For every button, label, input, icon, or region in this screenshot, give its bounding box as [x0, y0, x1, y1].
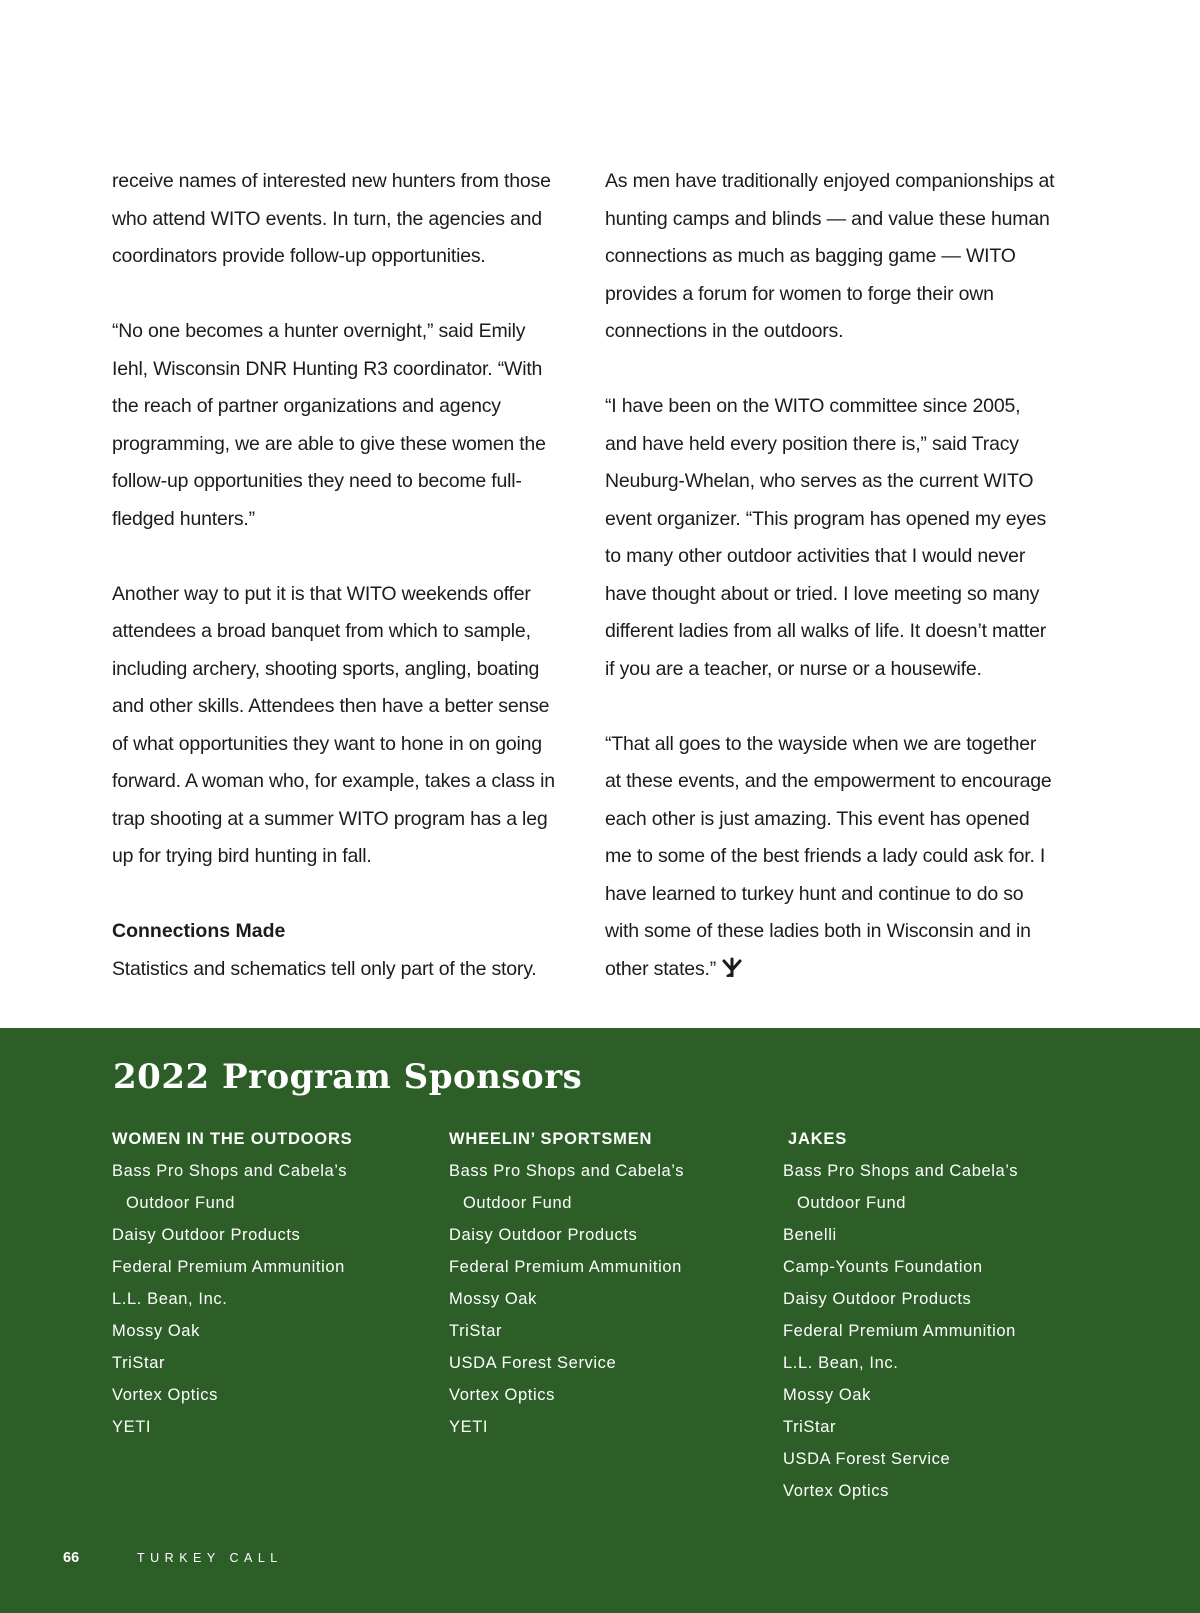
- sponsor-item: Mossy Oak: [112, 1322, 200, 1340]
- sponsor-list: [783, 1155, 1103, 1507]
- sponsor-item: TriStar: [449, 1322, 503, 1340]
- article-paragraph: Another way to put it is that WITO weekends offer attendees a broad banquet from which to sample, including archery, shooting sports, angling, boating and other skills. Attendees then have a better sense of what opportunities they want to hone in on going forward. A woman who, for example, takes a class in trap shooting at a summer WITO program has a leg up for trying bird hunting in fall.: [112, 582, 555, 867]
- sponsor-item: YETI: [112, 1418, 152, 1436]
- sponsor-item: Bass Pro Shops and Cabela’s: [112, 1162, 348, 1180]
- article-body: [0, 163, 1200, 1028]
- article-paragraph: “I have been on the WITO committee since 2005, and have held every position there is,” said Tracy Neuburg-Whelan, who serves as the current WITO event organizer. “This program has opened my eyes to many other outdoor activities that I would never have thought about or tried. I love meeting so many different ladies from all walks of life. It doesn’t matter if you are a teacher, or nurse or a housewife.: [605, 395, 1047, 680]
- article-column-right: [605, 163, 1055, 988]
- sponsor-item: Mossy Oak: [449, 1290, 537, 1308]
- sponsor-item: TriStar: [783, 1418, 837, 1436]
- turkey-track-icon: [722, 957, 742, 977]
- sponsor-item: USDA Forest Service: [783, 1450, 951, 1468]
- sponsor-column-heading: WHEELIN’ SPORTSMEN: [449, 1130, 653, 1148]
- sponsor-item: TriStar: [112, 1354, 166, 1372]
- article-paragraph: “No one becomes a hunter overnight,” said Emily Iehl, Wisconsin DNR Hunting R3 coordinator. “With the reach of partner organizations and agency programming, we are able to give these women the follow-up opportunities they need to become full-fledged hunters.”: [112, 320, 546, 530]
- sponsor-list: [449, 1155, 769, 1443]
- sponsor-item: Daisy Outdoor Products: [783, 1290, 972, 1308]
- sponsor-column-jakes: [783, 1123, 1103, 1507]
- sponsor-column-wheelin-sportsmen: [449, 1123, 769, 1443]
- sponsor-item: L.L. Bean, Inc.: [783, 1354, 899, 1372]
- sponsor-item: Benelli: [783, 1226, 837, 1244]
- sponsor-item: Outdoor Fund: [126, 1194, 236, 1212]
- article-column-left: [112, 163, 562, 988]
- article-paragraph: Statistics and schematics tell only part of the story.: [112, 957, 537, 980]
- sponsor-item: Vortex Optics: [783, 1482, 889, 1500]
- sponsor-item: Vortex Optics: [112, 1386, 218, 1404]
- article-paragraph-final: [605, 726, 1055, 989]
- sponsor-item: Outdoor Fund: [463, 1194, 573, 1212]
- sponsor-item: L.L. Bean, Inc.: [112, 1290, 228, 1308]
- sponsor-column-heading: JAKES: [788, 1130, 848, 1148]
- sponsor-item: Federal Premium Ammunition: [783, 1322, 1016, 1340]
- sponsor-item: Federal Premium Ammunition: [112, 1258, 345, 1276]
- sponsors-title: 2022 Program Sponsors: [113, 1057, 583, 1097]
- sponsor-item: USDA Forest Service: [449, 1354, 617, 1372]
- sponsor-column-women-in-the-outdoors: [112, 1123, 432, 1443]
- sponsor-column-heading: WOMEN IN THE OUTDOORS: [112, 1130, 353, 1148]
- magazine-name: TURKEY CALL: [137, 1551, 283, 1565]
- article-paragraph: receive names of interested new hunters from those who attend WITO events. In turn, the agencies and coordinators provide follow-up opportunities.: [112, 170, 551, 267]
- sponsor-item: Vortex Optics: [449, 1386, 555, 1404]
- sponsors-panel: [0, 1028, 1200, 1613]
- sponsor-item: Daisy Outdoor Products: [112, 1226, 301, 1244]
- section-subheading: Connections Made: [112, 920, 286, 942]
- sponsor-item: Outdoor Fund: [797, 1194, 907, 1212]
- sponsor-item: Federal Premium Ammunition: [449, 1258, 682, 1276]
- sponsor-item: Bass Pro Shops and Cabela’s: [449, 1162, 685, 1180]
- article-paragraph-text: “That all goes to the wayside when we are together at these events, and the empowerment to encourage each other is just amazing. This event has opened me to some of the best friends a lady could ask for. I have learned to turkey hunt and continue to do so with some of these ladies both in Wisconsin and in other states.”: [605, 732, 1052, 980]
- sponsor-item: YETI: [449, 1418, 489, 1436]
- page-number: 66: [63, 1550, 80, 1566]
- sponsor-item: Daisy Outdoor Products: [449, 1226, 638, 1244]
- sponsor-item: Mossy Oak: [783, 1386, 871, 1404]
- sponsor-list: [112, 1155, 432, 1443]
- article-paragraph: As men have traditionally enjoyed companionships at hunting camps and blinds — and value these human connections as much as bagging game — WITO provides a forum for women to forge their own connections in the outdoors.: [605, 170, 1055, 342]
- sponsor-item: Bass Pro Shops and Cabela’s: [783, 1162, 1019, 1180]
- sponsor-item: Camp-Younts Foundation: [783, 1258, 983, 1276]
